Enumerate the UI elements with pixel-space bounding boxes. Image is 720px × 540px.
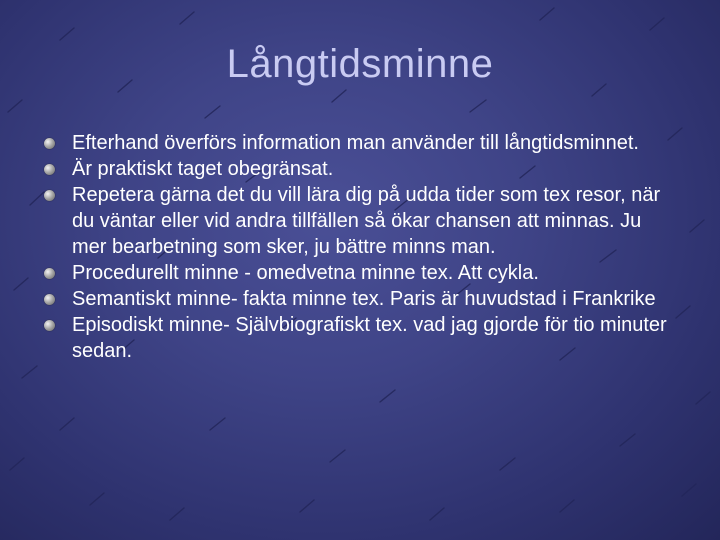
- bullet-text: Episodiskt minne- Självbiografiskt tex. vad jag gjorde för tio minuter sedan.: [72, 314, 667, 362]
- bullet-item: [42, 312, 678, 364]
- bullet-dot-icon: [44, 190, 55, 201]
- bullet-item: [42, 130, 678, 156]
- bullet-dot-icon: [44, 138, 55, 149]
- bullet-item: [42, 182, 678, 260]
- bullet-item: [42, 286, 678, 312]
- bullet-text: Semantiskt minne- fakta minne tex. Paris är huvudstad i Frankrike: [72, 288, 656, 310]
- bullet-item: [42, 156, 678, 182]
- bullet-text: Repetera gärna det du vill lära dig på udda tider som tex resor, när du väntar eller vid andra tillfällen så ökar chansen att minnas. Ju mer bearbetning som sker, ju bättre minns man.: [72, 184, 661, 258]
- bullet-text: Är praktiskt taget obegränsat.: [72, 158, 334, 180]
- bullet-dot-icon: [44, 320, 55, 331]
- bullet-item: [42, 260, 678, 286]
- bullet-text: Procedurellt minne - omedvetna minne tex. Att cykla.: [72, 262, 539, 284]
- bullet-dot-icon: [44, 164, 55, 175]
- bullet-dot-icon: [44, 294, 55, 305]
- bullet-text: Efterhand överförs information man använder till långtidsminnet.: [72, 132, 639, 154]
- bullet-dot-icon: [44, 268, 55, 279]
- bullet-list: [42, 130, 678, 364]
- slide-title: Långtidsminne: [226, 42, 494, 86]
